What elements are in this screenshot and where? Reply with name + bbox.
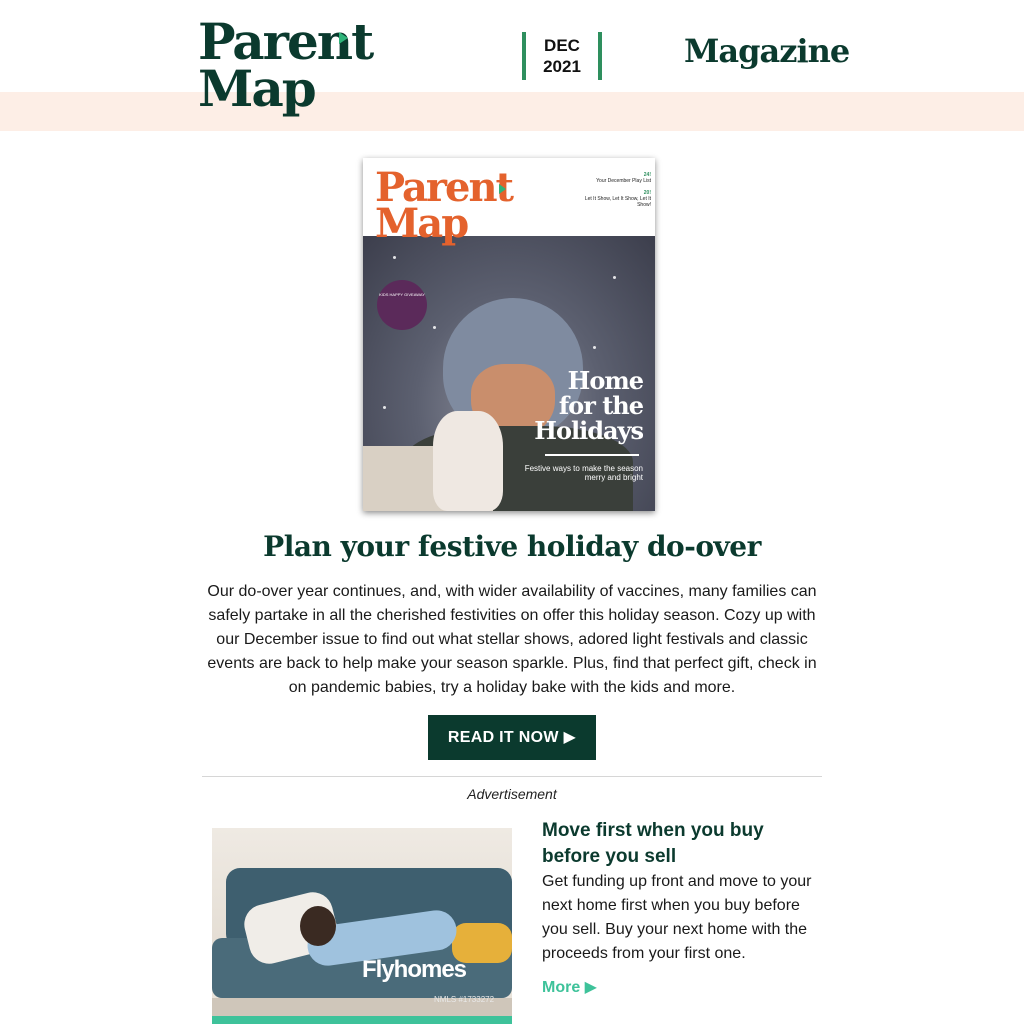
snowflake — [383, 406, 386, 409]
cover-logo — [375, 164, 513, 247]
flyhomes-logo: Flyhomes — [362, 956, 467, 983]
cover-title-line2: for the — [558, 391, 643, 420]
article-headline[interactable]: Plan your festive holiday do-over — [263, 530, 761, 563]
ad-image[interactable] — [212, 828, 512, 1024]
cover-logo-parent: Parent — [375, 164, 513, 211]
email-header — [0, 0, 1024, 131]
magazine-label: Magazine — [684, 32, 850, 70]
cover-title-line1: Home — [567, 366, 643, 395]
snowflake — [393, 256, 396, 259]
cover-title-rule — [545, 454, 639, 456]
cover-giveaway-badge — [377, 280, 427, 330]
article-body: Our do-over year continues, and, with wider availability of vaccines, many families can safely partake in all the cherished festivities on offer this holiday season. Cozy up with our December issue to find out what stellar shows, adored light festivals and classic events are back to help make your season sparkle. Plus, find that perfect gift, check in on pandemic babies, try a holiday bake with the kids and more. — [207, 583, 817, 696]
snowflake — [593, 346, 596, 349]
cover-contents — [571, 172, 651, 208]
snowflake — [433, 326, 436, 329]
ad-body: Get funding up front and move to your next home first when you buy before you sell. Buy your next home with the proceeds from your first one. — [542, 873, 812, 962]
advertisement-label: Advertisement — [467, 786, 557, 802]
cover-subtitle: Festive ways to make the season merry and bright — [524, 464, 643, 482]
read-it-now-button[interactable]: READ IT NOW ▶ — [428, 715, 596, 760]
issue-month: DEC — [544, 36, 580, 55]
section-divider — [202, 776, 822, 777]
header-band — [0, 92, 1024, 131]
cover-badge-text: KIDS HAPPY GIVEAWAY — [379, 292, 425, 297]
snowflake — [613, 276, 616, 279]
logo-triangle-icon — [339, 32, 348, 44]
ad-nmls-number: NMLS #1733272 — [434, 995, 495, 1004]
logo-word-map: Map — [198, 59, 315, 118]
cover-mitten — [433, 411, 503, 511]
ad-child-head — [300, 906, 336, 946]
cover-toc-1-text: Your December Play List — [596, 178, 651, 184]
magazine-cover-image[interactable] — [363, 158, 655, 511]
ad-title[interactable]: Move first when you buy before you sell — [542, 820, 764, 867]
issue-date — [522, 32, 602, 80]
cover-toc-2-num: 20! — [643, 190, 651, 196]
cover-logo-map: Map — [375, 200, 468, 247]
logo-word-parent: Parent — [198, 12, 373, 71]
cover-title-line3: Holidays — [534, 416, 643, 445]
ad-accent-bar — [212, 1016, 512, 1024]
ad-more-link[interactable]: More ▶ — [542, 979, 597, 996]
cover-logo-triangle-icon — [499, 184, 506, 194]
cover-toc-2-text: Let It Show, Let It Show, Let It Show! — [584, 196, 651, 208]
cover-title — [513, 368, 643, 443]
parentmap-logo[interactable] — [198, 12, 373, 118]
issue-year: 2021 — [543, 57, 581, 76]
cover-toc-1-num: 24! — [643, 172, 651, 178]
